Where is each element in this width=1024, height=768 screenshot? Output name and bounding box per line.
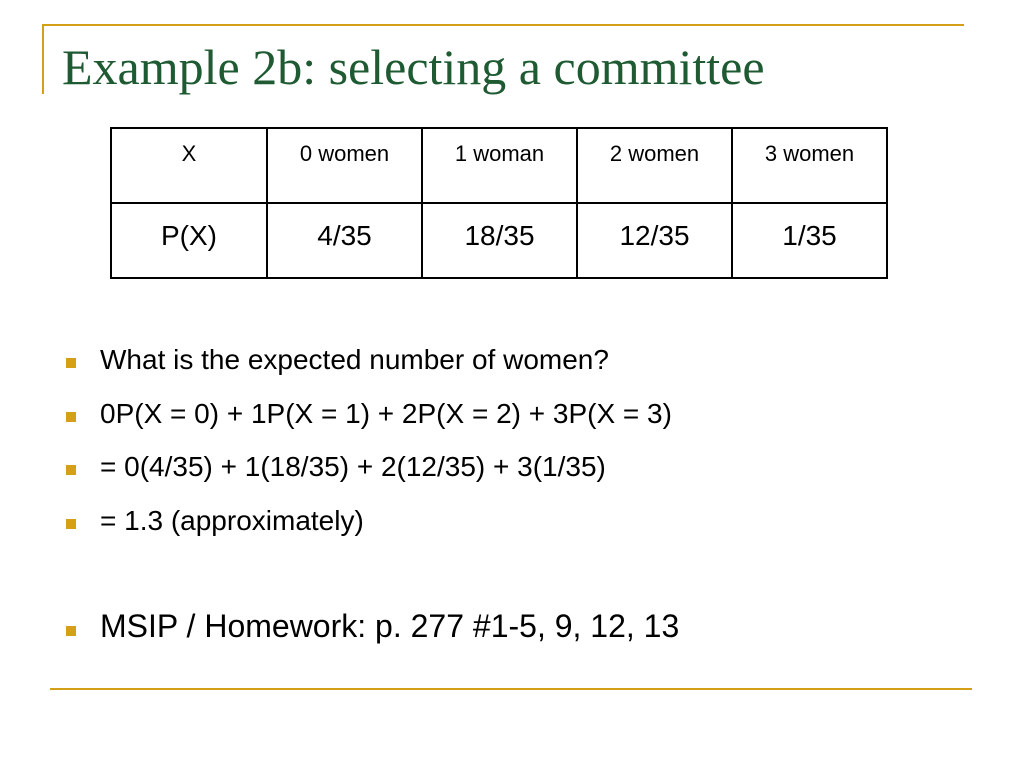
bullet-text: What is the expected number of women? [100, 344, 609, 375]
bullet-square-icon [66, 412, 76, 422]
table-header-cell: 1 woman [422, 128, 577, 203]
bullet-square-icon [66, 358, 76, 368]
table-cell: P(X) [111, 203, 267, 278]
slide-title: Example 2b: selecting a committee [62, 39, 765, 95]
frame-top-rule [42, 24, 964, 26]
bullet-item [62, 344, 609, 376]
bullet-square-icon [66, 519, 76, 529]
table-header-cell: X [111, 128, 267, 203]
table-header-cell: 3 women [732, 128, 887, 203]
frame-left-rule [42, 24, 44, 94]
bullet-text: = 0(4/35) + 1(18/35) + 2(12/35) + 3(1/35) [100, 451, 606, 482]
table-header-cell: 0 women [267, 128, 422, 203]
bullet-text: = 1.3 (approximately) [100, 505, 364, 536]
frame-bottom-rule [50, 688, 972, 690]
probability-table [110, 127, 888, 279]
table-cell: 12/35 [577, 203, 732, 278]
table-cell: 18/35 [422, 203, 577, 278]
table-header-row [111, 128, 887, 203]
bullet-item [62, 451, 606, 483]
table-cell: 4/35 [267, 203, 422, 278]
table-header-cell: 2 women [577, 128, 732, 203]
bullet-item [62, 398, 672, 430]
table-row [111, 203, 887, 278]
bullet-text: MSIP / Homework: p. 277 #1-5, 9, 12, 13 [100, 608, 680, 644]
bullet-text: 0P(X = 0) + 1P(X = 1) + 2P(X = 2) + 3P(X = 3) [100, 398, 672, 429]
bullet-item [62, 608, 679, 645]
bullet-square-icon [66, 626, 76, 636]
bullet-item [62, 505, 364, 537]
table-cell: 1/35 [732, 203, 887, 278]
bullet-square-icon [66, 465, 76, 475]
